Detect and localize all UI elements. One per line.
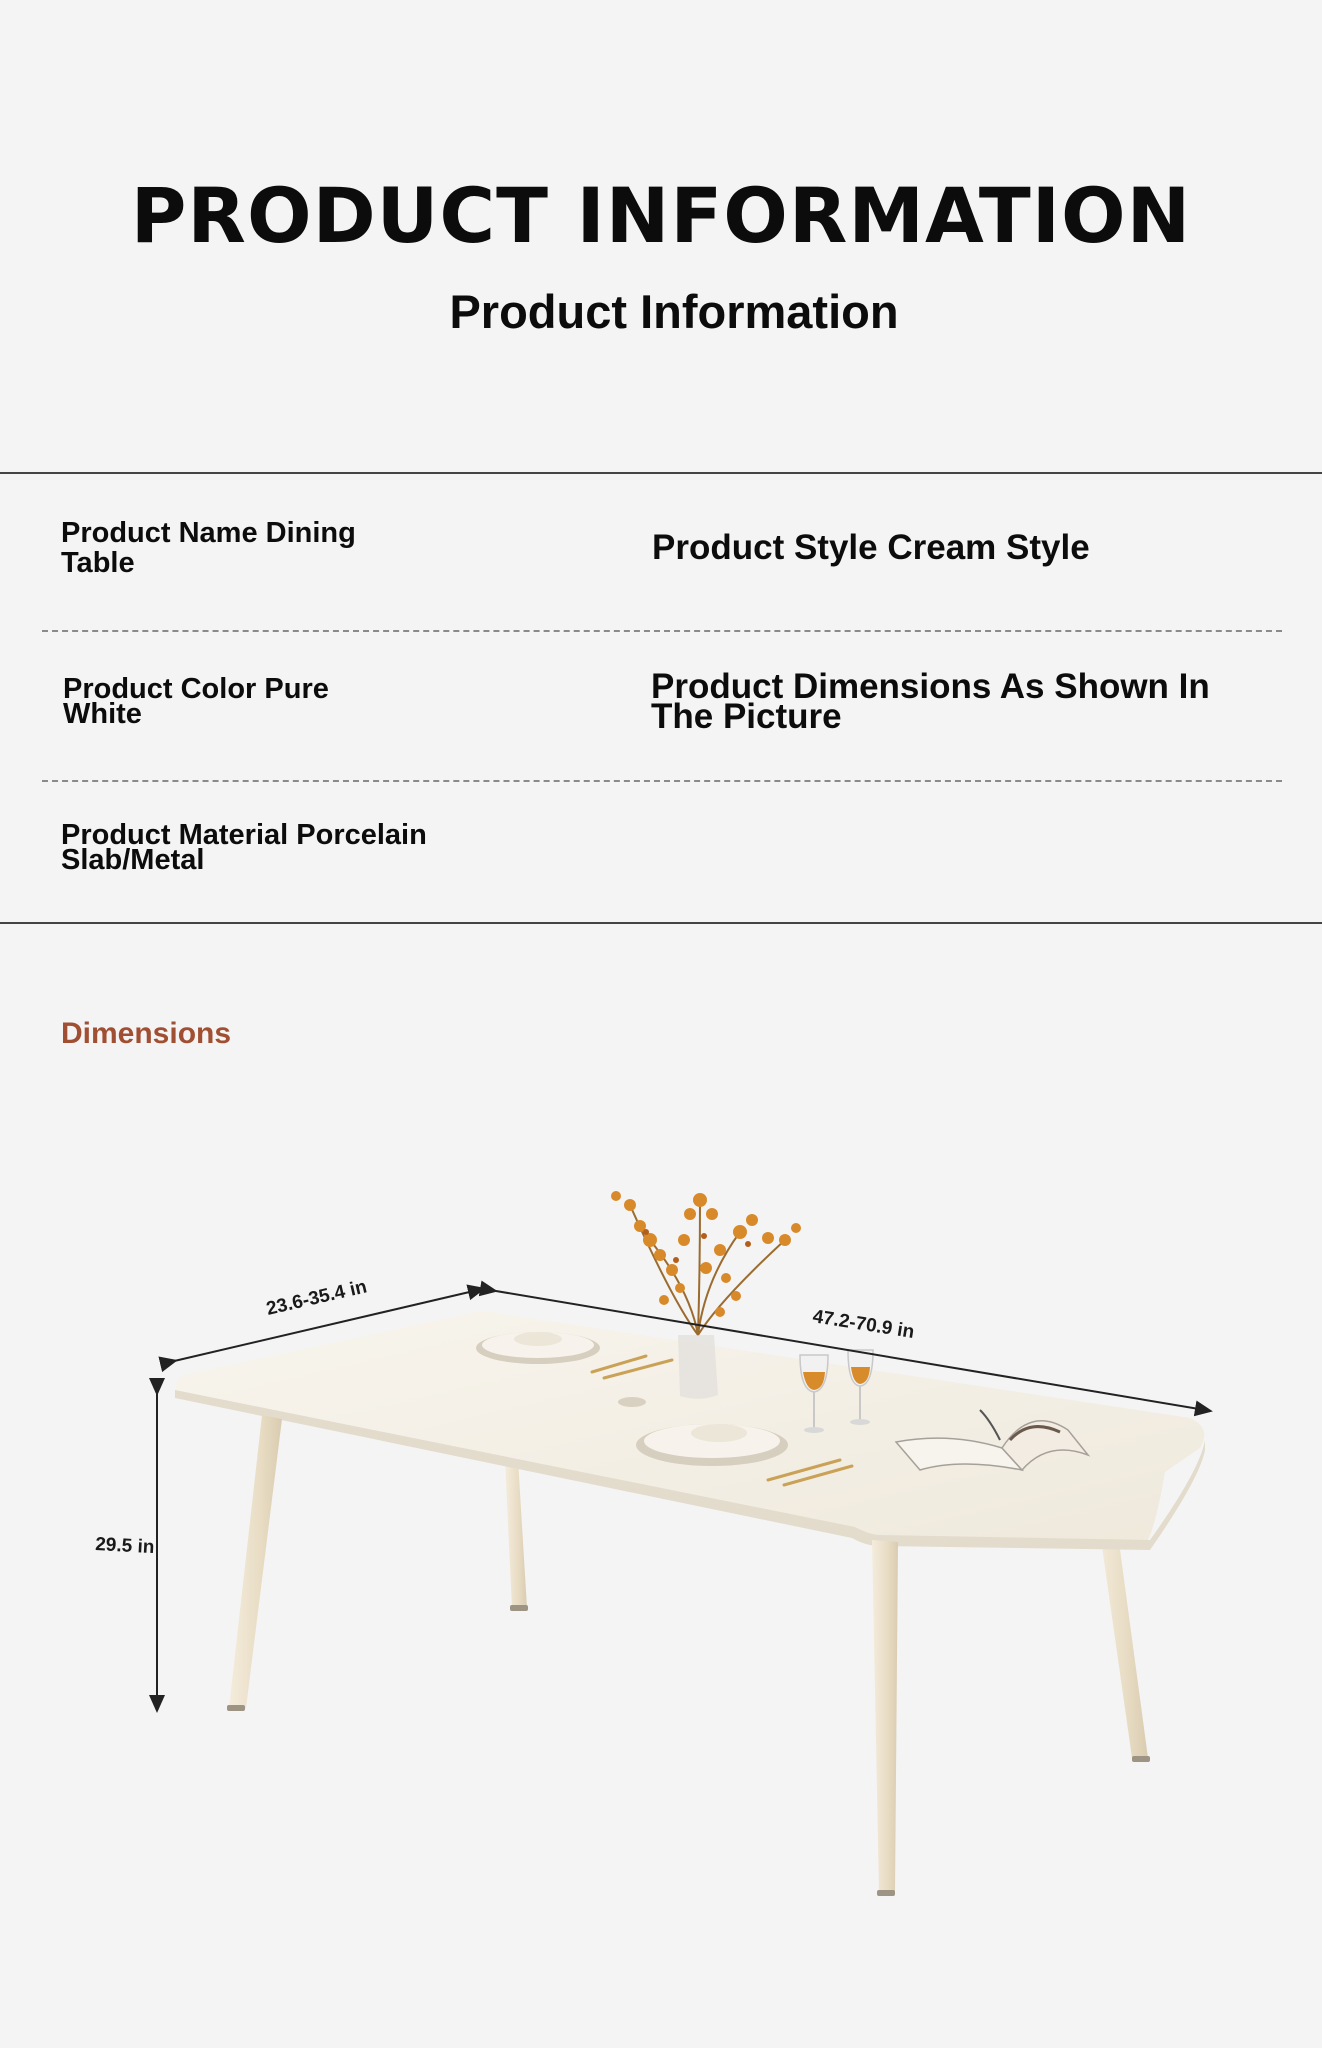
product-dimensions: Product Dimensions As Shown In The Picture	[651, 667, 1210, 736]
product-material: Product Material Porcelain Slab/Metal	[61, 819, 427, 876]
height-label: 29.5 in	[94, 1534, 155, 1559]
dimensions-heading: Dimensions	[61, 1017, 232, 1050]
table-top-rule	[0, 472, 1322, 474]
depth-label: 23.6-35.4 in	[264, 1276, 369, 1320]
dining-table-diagram	[0, 1150, 1322, 1930]
page-subtitle: Product Information	[449, 285, 899, 338]
small-dish	[618, 1397, 646, 1407]
product-name: Product Name Dining Table	[61, 517, 356, 579]
row-divider	[42, 780, 1282, 782]
page-title: PRODUCT INFORMATION	[130, 171, 1192, 260]
table-bottom-rule	[0, 922, 1322, 924]
length-label: 47.2-70.9 in	[811, 1306, 916, 1343]
product-color: Product Color Pure White	[63, 673, 329, 730]
row-divider	[42, 630, 1282, 632]
product-style: Product Style Cream Style	[652, 528, 1090, 567]
